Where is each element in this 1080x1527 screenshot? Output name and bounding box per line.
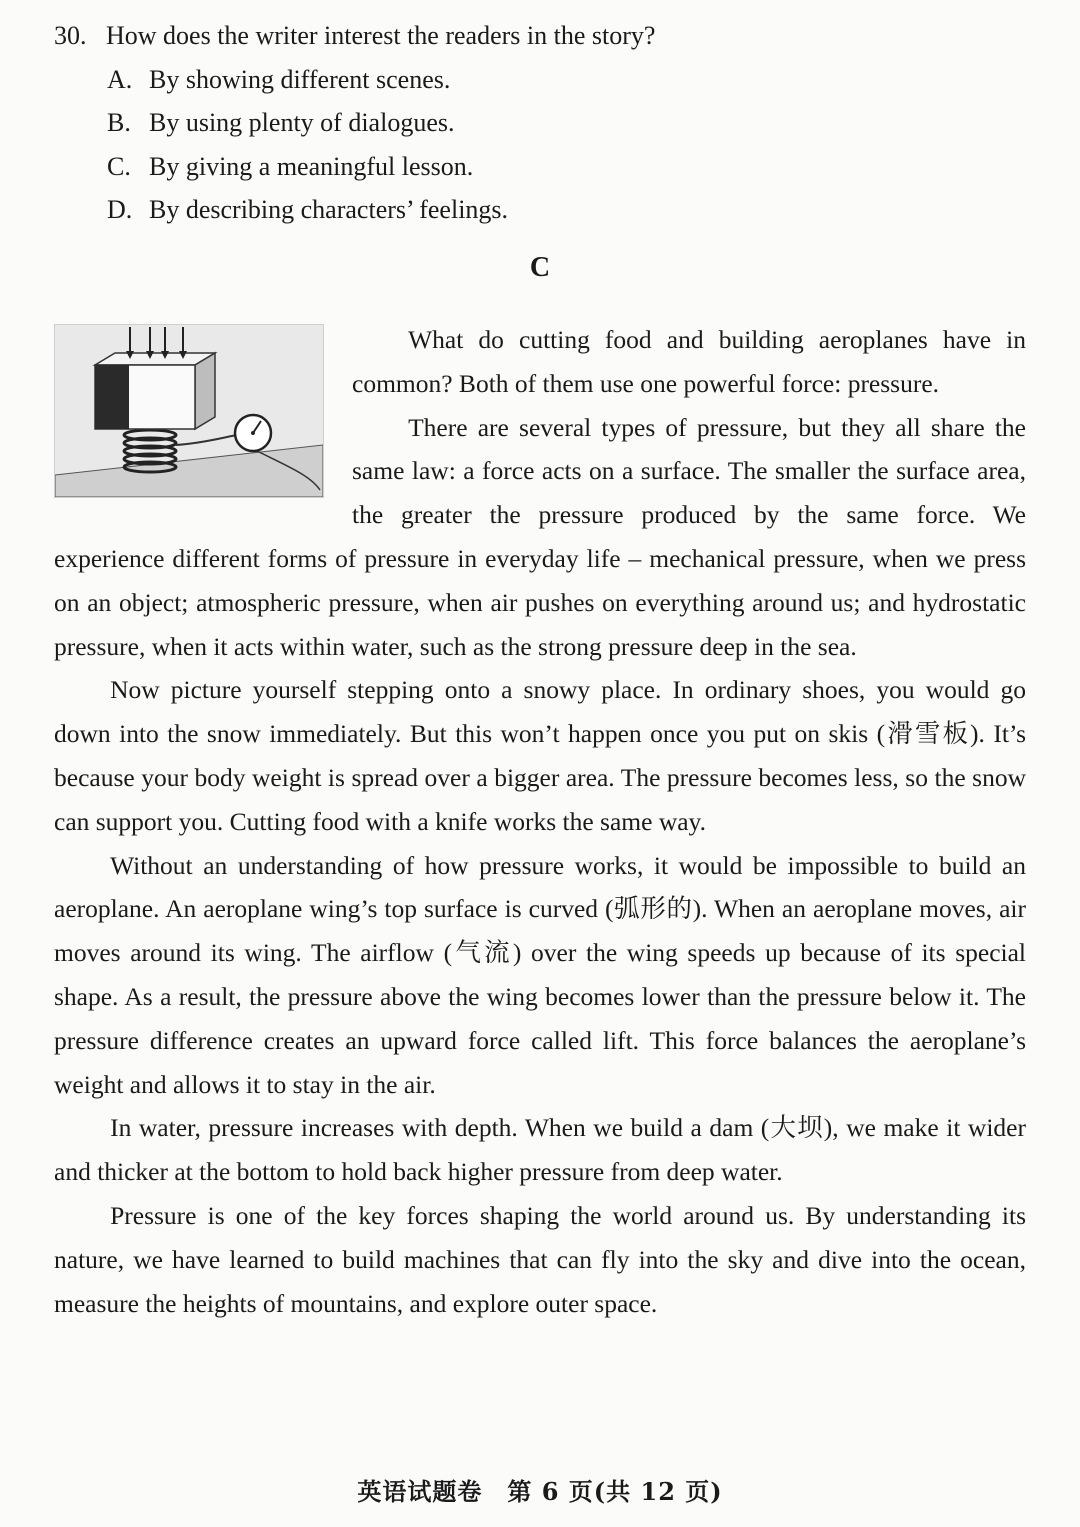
question-text: How does the writer interest the readers in the story? xyxy=(106,21,656,50)
question-30 xyxy=(54,14,1024,232)
question-number: 30. xyxy=(54,21,87,50)
option-d xyxy=(54,188,1024,232)
paragraph-3: Now picture yourself stepping onto a snowy place. In ordinary shoes, you would go down into the snow immediately. But this won’t happen once you put on skis (滑雪板). It’s because your body weight is spread over a bigger area. The pressure becomes less, so the snow can support you. Cutting food with a knife works the same way. xyxy=(54,675,1026,836)
option-text: By giving a meaningful lesson. xyxy=(149,151,474,181)
option-b xyxy=(54,101,1024,145)
paragraph-6: Pressure is one of the key forces shaping the world around us. By understanding its nature, we have learned to build machines that can fly into the sky and dive into the ocean, measure the heights of mountains, and explore outer space. xyxy=(54,1200,1026,1318)
option-letter: D. xyxy=(107,195,133,224)
option-letter: B. xyxy=(107,108,131,137)
option-text: By using plenty of dialogues. xyxy=(149,108,455,137)
option-a xyxy=(54,58,1024,102)
paragraph-5: In water, pressure increases with depth. When we build a dam (大坝), we make it wider and thicker at the bottom to hold back higher pressure from deep water. xyxy=(54,1113,1026,1187)
option-letter: A. xyxy=(107,64,133,94)
section-heading: C xyxy=(529,252,551,283)
paragraph-4: Without an understanding of how pressure works, it would be impossible to build an aeroplane. An aeroplane wing’s top surface is curved (弧形的). When an aeroplane moves, air moves around its wing. The airflow (气流) over the wing speeds up because of its special shape. As a result, the pressure above the wing becomes lower than the pressure below it. The pressure difference creates an upward force called lift. This force balances the aeroplane’s weight and allows it to stay in the air. xyxy=(54,850,1026,1099)
reading-passage xyxy=(54,318,1026,1325)
paragraph-1: What do cutting food and building aeroplanes have in common? Both of them use one powerful force: pressure. xyxy=(352,325,1026,398)
option-text: By showing different scenes. xyxy=(149,64,451,94)
pressure-gauge-illustration xyxy=(54,324,324,498)
paragraph-2: There are several types of pressure, but they all share the same law: a force acts on a surface. The smaller the surface area, the greater the pressure produced by the same force. We experience different forms of pressure in everyday life – mechanical pressure, when we press on an object; atmospheric pressure, when air pushes on everything around us; and hydrostatic pressure, when it acts within water, such as the strong pressure deep in the sea. xyxy=(54,412,1026,661)
pressure-gauge-icon xyxy=(55,325,323,497)
page-footer: 英语试题卷 第 6 页(共 12 页) xyxy=(357,1477,723,1506)
option-text: By describing characters’ feelings. xyxy=(149,195,509,224)
option-c xyxy=(54,145,1024,189)
option-letter: C. xyxy=(107,151,131,181)
question-stem xyxy=(54,14,1024,58)
